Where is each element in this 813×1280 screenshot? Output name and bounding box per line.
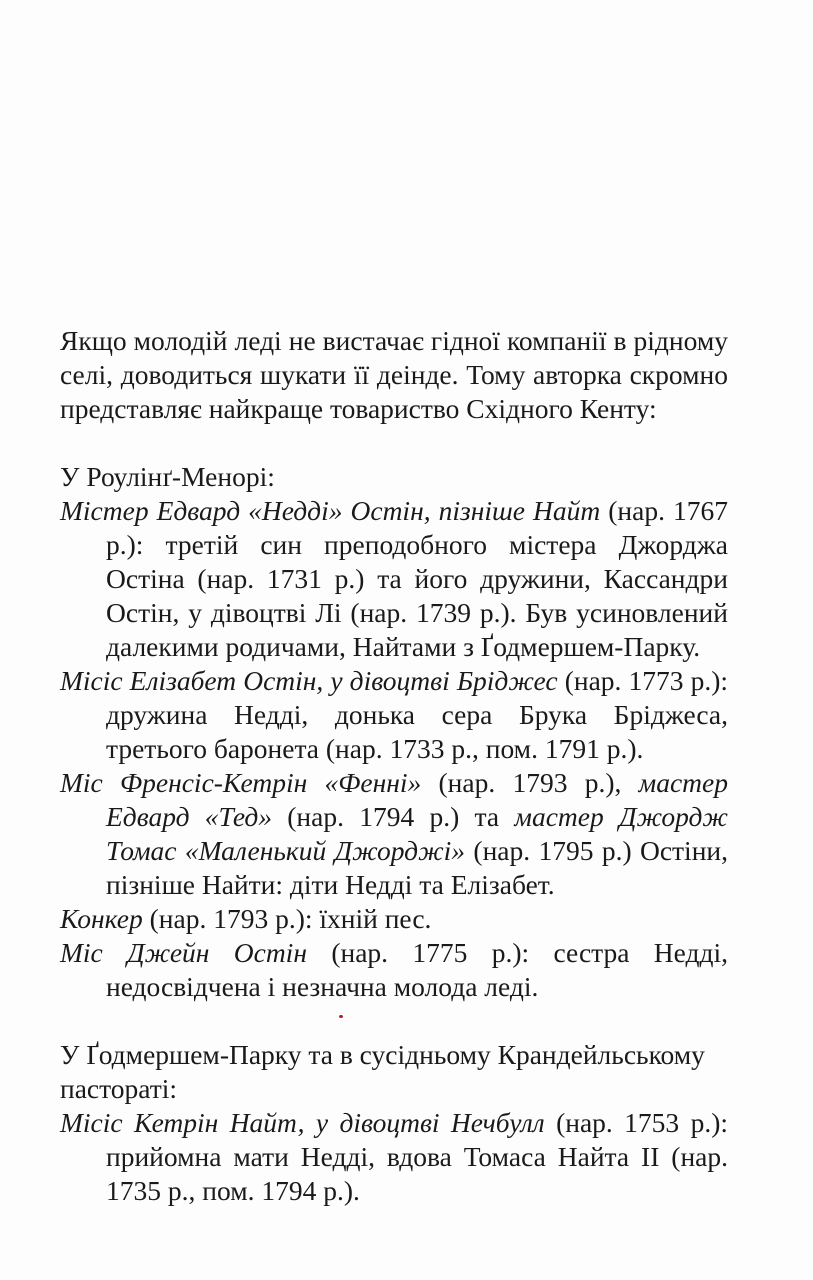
character-description: (нар. 1795 р.) Остіни, пізніше Найти: діти Недді та Елізабет.: [106, 835, 728, 900]
character-entry-conker: [60, 902, 728, 936]
spacer: [60, 1004, 728, 1038]
character-description: (нар. 1793 р.): їхній пес.: [142, 903, 432, 934]
character-name: Місіс Кетрін Найт, у дівоцтві Нечбулл: [60, 1107, 545, 1138]
intro-paragraph: Якщо молодій леді не вистачає гідної компанії в рідному селі, доводиться шукати її деінде. Тому авторка скромно представляє найкраще товариство Східного Кенту:: [60, 325, 728, 424]
character-entry-jane: [60, 936, 728, 1004]
character-name: Містер Едвард «Недді» Остін, пізніше Найт: [60, 495, 601, 526]
character-name: Місіс Елізабет Остін, у дівоцтві Бріджес: [60, 665, 558, 696]
character-description: (нар. 1767 р.): третій син преподобного містера Джорджа Остіна (нар. 1731 р.) та його дружини, Кассандри Остін, у дівоцтві Лі (нар. 1739 р.). Був усиновлений далекими родичами, Найтами з Ґодмершем-Парку.: [106, 495, 728, 662]
character-entry-children: [60, 766, 728, 902]
character-entry-elizabeth: [60, 664, 728, 766]
character-description: (нар. 1773 р.): дружина Недді, донька сера Брука Бріджеса, третього баронета (нар. 1733 р., пом. 1791 р.).: [106, 665, 728, 764]
character-description: (нар. 1753 р.): прийомна мати Недді, вдова Томаса Найта II (нар. 1735 р., пом. 1794 р.).: [106, 1107, 728, 1206]
character-name-fanny: Міс Френсіс-Кетрін «Фенні»: [60, 767, 422, 798]
character-description: (нар. 1775 р.): сестра Недді, недосвідчена і незначна молода леді.: [106, 937, 729, 1002]
section-heading-godmersham: У Ґодмершем-Парку та в сусідньому Крандейльському пасторатi:: [60, 1039, 705, 1104]
character-name: Міс Джейн Остін: [60, 937, 307, 968]
character-description: (нар. 1793 р.),: [421, 767, 639, 798]
spacer: [60, 426, 728, 460]
section-heading-rowling: У Роулінґ-Менорі:: [60, 461, 275, 492]
character-name-ted: мастер Едвард «Тед»: [106, 767, 728, 832]
character-description: (нар. 1794 р.) та: [272, 801, 515, 832]
ink-speck: [339, 1015, 343, 1018]
page-text: [60, 324, 728, 1208]
character-name: Конкер: [60, 903, 143, 934]
character-entry-neddie: [60, 494, 728, 664]
character-name-george: мастер Джордж Томас «Маленький Джорджі»: [106, 801, 728, 866]
character-entry-catherine: [60, 1106, 728, 1208]
